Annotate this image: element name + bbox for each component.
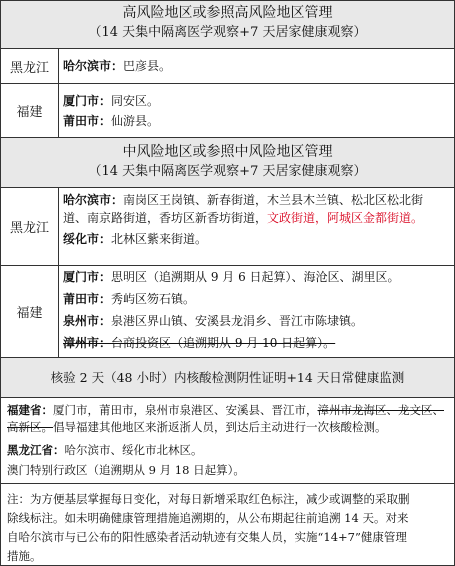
area-text: 北林区紫来街道。 — [111, 232, 208, 246]
area-line — [63, 268, 448, 286]
area-text: 同安区。 — [111, 94, 160, 108]
medium-risk-subtitle: （14 天集中隔离医学观察+7 天居家健康观察） — [88, 164, 367, 179]
province-label: 黑龙江 — [1, 188, 59, 265]
area-line — [63, 312, 448, 330]
macau-nucleic-text: 澳门特别行政区（追溯期从 9 月 18 日起算）。 — [7, 463, 245, 477]
fujian-nucleic-text — [7, 402, 448, 435]
city-label: 莆田市： — [63, 292, 112, 306]
medium-risk-title: 中风险地区或参照中风险地区管理 — [122, 144, 333, 160]
area-text: 哈尔滨市、绥化市北林区。 — [64, 443, 203, 457]
area-text: 台商投资区（追溯期从 9 月 10 日起算）。 — [111, 336, 336, 350]
province-label: 福建 — [1, 84, 59, 137]
high-risk-row-heilongjiang — [1, 49, 454, 84]
area-line — [63, 191, 448, 209]
note-line: 措施。 — [7, 549, 42, 563]
note-text — [7, 490, 448, 566]
advice-text: 倡导福建其他地区来浙返浙人员，到达后主动进行一次核酸检测。 — [53, 419, 387, 434]
province-label: 福建省： — [7, 403, 53, 417]
heilongjiang-nucleic-text — [7, 442, 448, 459]
province-label: 黑龙江省： — [7, 443, 65, 457]
city-label: 哈尔滨市： — [63, 193, 124, 207]
nucleic-test-title: 核验 2 天（48 小时）内核酸检测阴性证明+14 天日常健康监测 — [50, 370, 405, 385]
city-label: 哈尔滨市： — [63, 59, 124, 73]
note-line: 自哈尔滨市与已公布的阳性感染者活动轨迹有交集人员，实施“14+7”健康管理 — [7, 530, 407, 544]
province-label: 黑龙江 — [1, 49, 59, 83]
high-risk-title: 高风险地区或参照高风险地区管理 — [122, 5, 333, 21]
area-text: 秀屿区笏石镇。 — [111, 292, 196, 306]
area-line — [63, 92, 448, 110]
removed-area-text: 漳州市龙海区、龙文区、高新区。 — [7, 403, 444, 434]
nucleic-test-body — [1, 398, 454, 484]
area-text: 泉港区界山镇、安溪县龙涓乡、晋江市陈埭镇。 — [111, 314, 364, 328]
high-risk-row-fujian — [1, 84, 454, 138]
area-text: 南岗区王岗镇、新春街道，木兰县木兰镇、松北区松北街 — [123, 193, 424, 207]
high-risk-subtitle: （14 天集中隔离医学观察+7 天居家健康观察） — [88, 25, 367, 40]
note-line: 除线标注。如未明确健康管理措施追溯期的，从公布期起往前追溯 14 天。对来 — [7, 511, 409, 525]
area-text: 道、南京路街道，香坊区新香坊街道， — [63, 211, 268, 225]
area-line — [63, 112, 448, 130]
area-line — [63, 290, 448, 308]
area-text: 思明区（追溯期从 9 月 6 日起算）、海沧区、湖里区。 — [111, 270, 400, 284]
city-label: 漳州市： — [63, 336, 112, 350]
province-label: 福建 — [1, 266, 59, 357]
medium-risk-row-fujian — [1, 266, 454, 358]
new-area-text: 文政街道，阿城区金都街道。 — [267, 211, 424, 225]
city-label: 厦门市： — [63, 94, 112, 108]
high-risk-header — [1, 1, 454, 49]
city-label: 莆田市： — [63, 114, 112, 128]
area-line — [63, 57, 448, 75]
area-text: 仙游县。 — [111, 114, 160, 128]
area-line — [63, 209, 448, 227]
note-line: 注：为方便基层掌握每日变化，对每日新增采取红色标注，减少或调整的采取删 — [7, 492, 410, 506]
medium-risk-header — [1, 138, 454, 188]
area-text: 厦门市，莆田市，泉州市泉港区、安溪县、晋江市， — [53, 403, 318, 417]
medium-risk-row-heilongjiang — [1, 188, 454, 266]
area-text: 巴彦县。 — [123, 59, 172, 73]
nucleic-test-header — [1, 358, 454, 398]
city-label: 厦门市： — [63, 270, 112, 284]
city-label: 泉州市： — [63, 314, 112, 328]
city-label: 绥化市： — [63, 232, 112, 246]
area-line — [63, 230, 448, 248]
removed-area-line — [63, 334, 448, 352]
